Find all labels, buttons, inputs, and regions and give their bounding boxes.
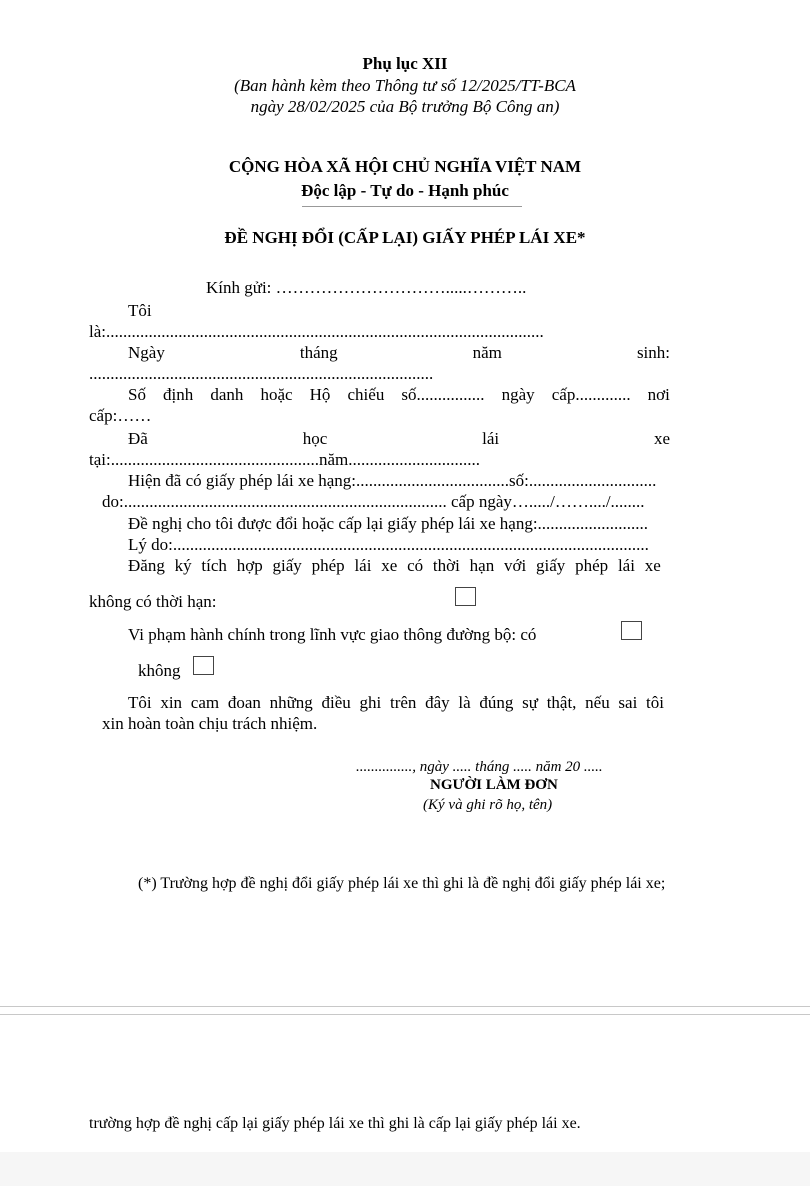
commit-word: những bbox=[269, 693, 313, 712]
footnote-line-2: trường hợp đề nghị cấp lại giấy phép lái xe thì ghi là cấp lại giấy phép lái xe. bbox=[89, 1115, 581, 1132]
commit-word: cam bbox=[190, 693, 220, 712]
page-separator-bottom bbox=[0, 1014, 810, 1015]
appendix-title: Phụ lục XII bbox=[362, 54, 448, 73]
commit-word: nếu bbox=[585, 693, 610, 712]
school-line bbox=[128, 429, 670, 449]
motto-underline bbox=[302, 206, 522, 207]
page-bottom-area bbox=[0, 1152, 810, 1186]
commit-word: xin bbox=[160, 693, 183, 712]
commit-word: đoan bbox=[227, 693, 261, 712]
integrate-word: với bbox=[504, 556, 527, 575]
request-line: Đề nghị cho tôi được đổi hoặc cấp lại giấy phép lái xe hạng:.......................... bbox=[128, 514, 649, 533]
commit-word: tôi bbox=[646, 693, 664, 712]
signer-title: NGƯỜI LÀM ĐƠN bbox=[430, 777, 558, 793]
commit-word: là bbox=[458, 693, 471, 712]
integrate-word: giấy bbox=[272, 556, 302, 575]
integrate-word: giấy bbox=[536, 556, 566, 575]
commit-word: sai bbox=[618, 693, 638, 712]
integrate-word: xe bbox=[381, 556, 398, 575]
school-word: học bbox=[302, 429, 328, 448]
country-name: CỘNG HÒA XÃ HỘI CHỦ NGHĨA VIỆT NAM bbox=[228, 157, 582, 176]
sign-date-line: ..............., ngày ..... tháng ..... năm 20 ..... bbox=[356, 759, 603, 775]
integrate-word: Đăng bbox=[128, 556, 165, 575]
integrate-word: phép bbox=[311, 556, 345, 575]
dob-word: sinh: bbox=[636, 343, 670, 362]
issued-by-line: do:............................................................................ cấp ngày…...../……..../........ bbox=[102, 492, 645, 511]
recipient-line: Kính gửi: ………………………….....……….. bbox=[206, 278, 527, 297]
id-word: danh bbox=[210, 385, 244, 404]
commit-word: đúng bbox=[479, 693, 514, 712]
dob-line bbox=[128, 343, 670, 363]
commit-word: sự bbox=[522, 693, 538, 712]
integrate-line bbox=[128, 556, 661, 576]
integrate-word: lái bbox=[617, 556, 635, 575]
current-license-line: Hiện đã có giấy phép lái xe hạng:....................................số:.............................. bbox=[128, 471, 657, 490]
id-word: nơi bbox=[647, 385, 670, 404]
id-place-field: cấp:…… bbox=[89, 406, 152, 425]
integrate-word: phép bbox=[575, 556, 609, 575]
dob-field: ................................................................................. bbox=[89, 364, 434, 383]
violation-yes-checkbox[interactable] bbox=[621, 621, 642, 640]
commit-word: ghi bbox=[359, 693, 382, 712]
id-word: chiếu bbox=[347, 385, 385, 404]
dob-word: năm bbox=[472, 343, 502, 362]
no-term-label: không có thời hạn: bbox=[89, 592, 217, 611]
id-word: hoặc bbox=[260, 385, 293, 404]
dob-word: Ngày bbox=[128, 343, 165, 362]
no-term-checkbox[interactable] bbox=[455, 587, 476, 606]
school-word: Đã bbox=[128, 429, 148, 448]
integrate-word: ký bbox=[174, 556, 192, 575]
integrate-word: xe bbox=[644, 556, 661, 575]
national-motto: Độc lập - Tự do - Hạnh phúc bbox=[301, 181, 509, 200]
commit-word: điều bbox=[321, 693, 351, 712]
integrate-word: có bbox=[407, 556, 424, 575]
violation-label: Vi phạm hành chính trong lĩnh vực giao thông đường bộ: có bbox=[128, 625, 537, 644]
reason-line: Lý do:................................................................................................................ bbox=[128, 535, 649, 554]
id-line bbox=[128, 385, 670, 405]
form-title: ĐỀ NGHỊ ĐỔI (CẤP LẠI) GIẤY PHÉP LÁI XE* bbox=[224, 228, 586, 247]
integrate-word: hạn bbox=[469, 556, 495, 575]
name-label: Tôi bbox=[128, 301, 152, 320]
violation-no-checkbox[interactable] bbox=[193, 656, 214, 675]
school-word: xe bbox=[653, 429, 670, 448]
issued-by-line-2: ngày 28/02/2025 của Bộ trưởng Bộ Công an) bbox=[250, 97, 560, 116]
violation-no-label: không bbox=[138, 661, 181, 680]
integrate-word: hợp bbox=[236, 556, 263, 575]
commitment-cont: xin hoàn toàn chịu trách nhiệm. bbox=[102, 714, 318, 733]
page-separator-top bbox=[0, 1006, 810, 1007]
commit-word: thật, bbox=[546, 693, 577, 712]
commit-word: Tôi bbox=[128, 693, 152, 712]
issued-by-line-1: (Ban hành kèm theo Thông tư số 12/2025/TT-BCA bbox=[234, 76, 576, 95]
integrate-word: thời bbox=[432, 556, 460, 575]
name-field: là:....................................................................................................... bbox=[89, 322, 544, 341]
id-word: ngày bbox=[501, 385, 535, 404]
sign-note: (Ký và ghi rõ họ, tên) bbox=[423, 797, 553, 813]
id-word: số................ bbox=[401, 385, 485, 404]
dob-word: tháng bbox=[299, 343, 338, 362]
integrate-word: tích bbox=[201, 556, 227, 575]
school-field: tại:.................................................năm............................... bbox=[89, 450, 480, 469]
commit-word: trên bbox=[389, 693, 417, 712]
commitment-line bbox=[128, 693, 664, 713]
id-word: Số bbox=[128, 385, 146, 404]
id-word: định bbox=[163, 385, 194, 404]
commit-word: đây bbox=[425, 693, 450, 712]
school-word: lái bbox=[482, 429, 500, 448]
id-word: cấp............. bbox=[551, 385, 631, 404]
integrate-word: lái bbox=[354, 556, 372, 575]
id-word: Hộ bbox=[309, 385, 331, 404]
footnote-line-1: (*) Trường hợp đề nghị đổi giấy phép lái xe thì ghi là đề nghị đổi giấy phép lái xe; bbox=[138, 875, 666, 892]
